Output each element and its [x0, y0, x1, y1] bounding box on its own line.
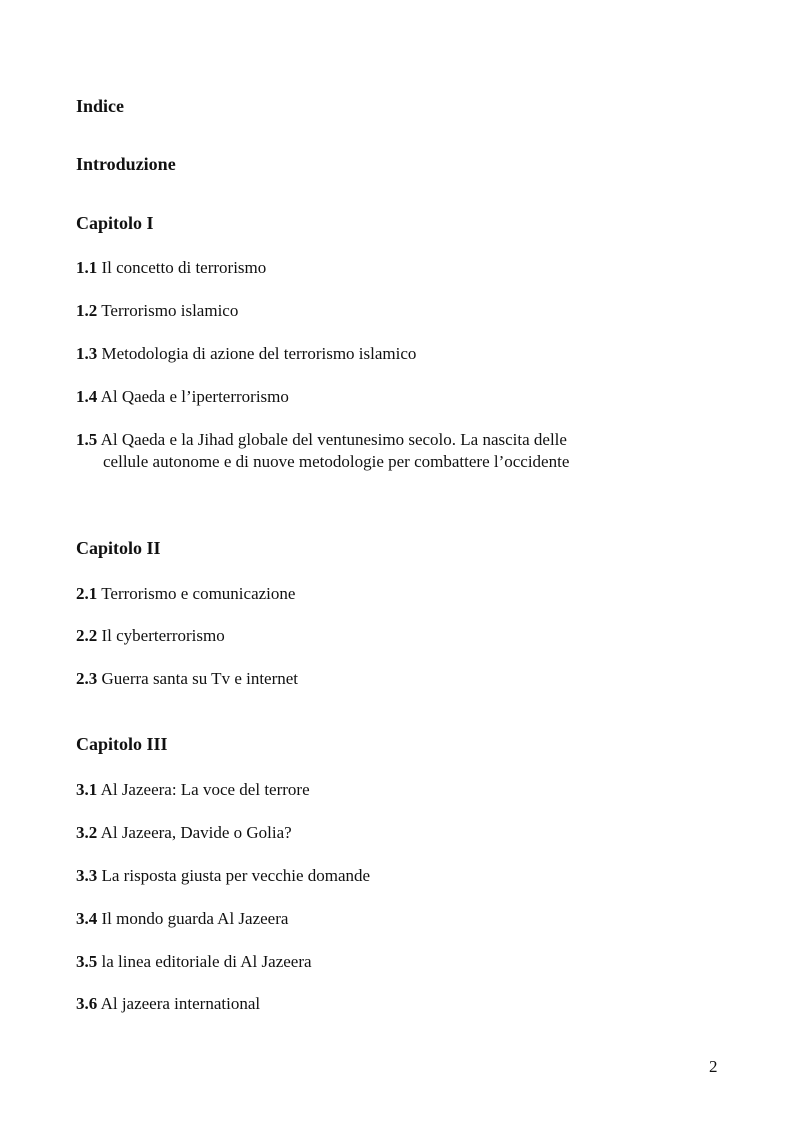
section-title: Il mondo guarda Al Jazeera [101, 909, 289, 928]
chapter-2-title: Capitolo II [76, 538, 161, 558]
section-title: Terrorismo e comunicazione [101, 584, 296, 603]
toc-entry [76, 343, 416, 365]
section-title: Al jazeera international [100, 994, 261, 1013]
section-title: La risposta giusta per vecchie domande [101, 866, 371, 885]
section-number: 2.1 [76, 584, 98, 603]
section-number: 3.2 [76, 823, 98, 842]
toc-entry [76, 908, 288, 930]
section-number: 1.3 [76, 344, 98, 363]
chapter-3-title: Capitolo III [76, 734, 168, 754]
toc-entry [76, 300, 238, 322]
introduction-heading: Introduzione [76, 154, 176, 174]
toc-entry [76, 386, 289, 408]
toc-entry [76, 779, 310, 801]
section-title: Guerra santa su Tv e internet [101, 669, 299, 688]
toc-entry [76, 822, 292, 844]
toc-entry [76, 257, 266, 279]
section-number: 1.2 [76, 301, 98, 320]
toc-entry [76, 583, 295, 605]
toc-entry [76, 429, 569, 473]
toc-entry [76, 625, 225, 647]
section-title: Il cyberterrorismo [101, 626, 225, 645]
section-title-continuation: cellule autonome e di nuove metodologie per combattere l’occidente [103, 452, 570, 471]
section-number: 3.5 [76, 952, 98, 971]
section-title: Al Qaeda e l’iperterrorismo [100, 387, 289, 406]
toc-entry [76, 668, 298, 690]
section-title: Il concetto di terrorismo [101, 258, 267, 277]
section-title: Al Jazeera: La voce del terrore [100, 780, 310, 799]
section-number: 1.1 [76, 258, 98, 277]
section-number: 2.2 [76, 626, 98, 645]
section-title: Terrorismo islamico [101, 301, 239, 320]
section-number: 2.3 [76, 669, 98, 688]
section-number: 3.1 [76, 780, 98, 799]
section-number: 3.6 [76, 994, 98, 1013]
section-title: la linea editoriale di Al Jazeera [101, 952, 312, 971]
toc-entry [76, 951, 312, 973]
section-title: Al Qaeda e la Jihad globale del ventunesimo secolo. La nascita delle [100, 430, 567, 449]
page-number: 2 [709, 1057, 718, 1076]
section-title: Al Jazeera, Davide o Golia? [100, 823, 292, 842]
toc-entry [76, 993, 260, 1015]
section-title: Metodologia di azione del terrorismo islamico [101, 344, 417, 363]
index-title: Indice [76, 96, 125, 116]
section-number: 1.5 [76, 430, 98, 449]
section-number: 1.4 [76, 387, 98, 406]
toc-entry [76, 865, 370, 887]
section-number: 3.3 [76, 866, 98, 885]
section-number: 3.4 [76, 909, 98, 928]
chapter-1-title: Capitolo I [76, 213, 154, 233]
